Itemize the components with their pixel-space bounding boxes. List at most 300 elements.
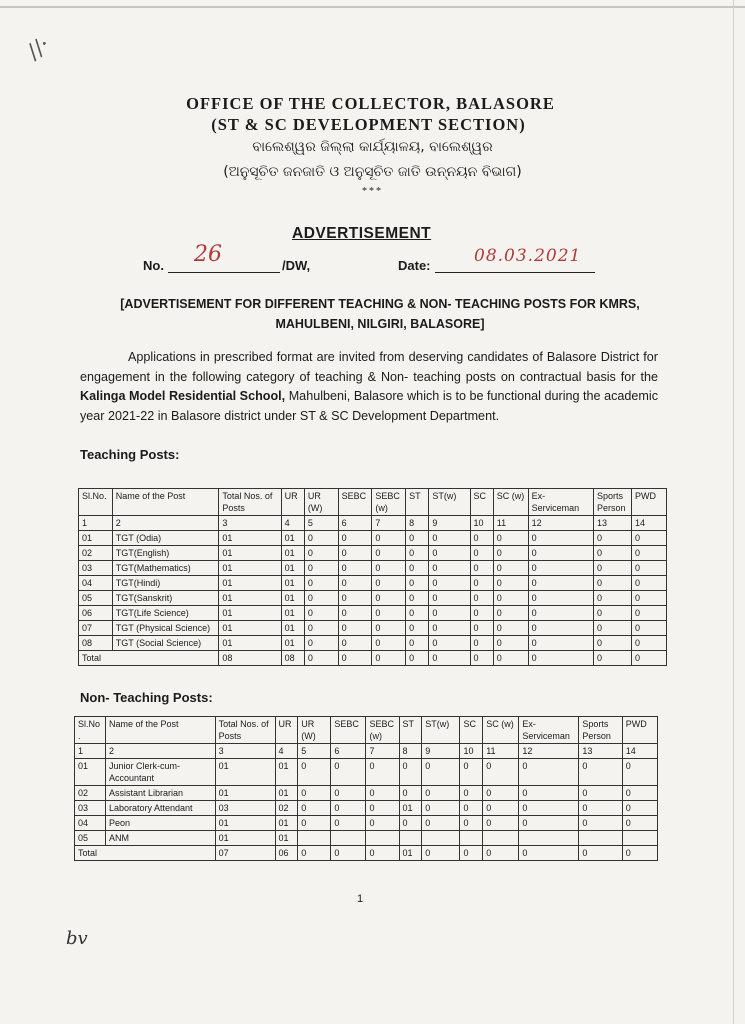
table-cell: 0 xyxy=(372,576,406,591)
table-cell: 0 xyxy=(594,651,632,666)
table-cell: Name of the Post xyxy=(112,489,219,516)
table-cell: 8 xyxy=(406,516,429,531)
table-cell: SC xyxy=(470,489,493,516)
table-cell: 0 xyxy=(338,651,372,666)
table-row xyxy=(79,561,667,576)
table-cell: 10 xyxy=(470,516,493,531)
table-row xyxy=(75,816,658,831)
table-cell: 0 xyxy=(406,531,429,546)
table-cell: 01 xyxy=(219,561,281,576)
table-numbering-row xyxy=(75,744,658,759)
table-cell: 0 xyxy=(622,816,657,831)
table-cell: 0 xyxy=(331,786,366,801)
table-cell: 0 xyxy=(632,651,667,666)
table-cell xyxy=(331,831,366,846)
table-cell: 0 xyxy=(460,801,483,816)
table-cell: Name of the Post xyxy=(106,717,216,744)
table-cell: PWD xyxy=(632,489,667,516)
table-cell: 8 xyxy=(399,744,422,759)
table-cell: 3 xyxy=(215,744,275,759)
table-cell: 0 xyxy=(304,621,338,636)
table-cell: Total xyxy=(75,846,216,861)
dw-label: /DW, xyxy=(282,258,311,273)
table-cell: 01 xyxy=(281,591,304,606)
table-cell: 0 xyxy=(493,546,528,561)
table-cell: 0 xyxy=(331,816,366,831)
table-cell: 0 xyxy=(528,636,593,651)
table-cell: 0 xyxy=(406,546,429,561)
table-cell: 0 xyxy=(406,636,429,651)
table-cell: 0 xyxy=(460,759,483,786)
table-cell: 0 xyxy=(594,561,632,576)
table-cell: 05 xyxy=(79,591,113,606)
table-cell: 0 xyxy=(483,786,519,801)
school-name: Kalinga Model Residential School, xyxy=(80,389,286,404)
table-cell: 11 xyxy=(493,516,528,531)
table-cell: TGT (Social Science) xyxy=(112,636,219,651)
table-row xyxy=(79,531,667,546)
table-cell: 01 xyxy=(219,621,281,636)
teaching-posts-heading: Teaching Posts: xyxy=(80,447,180,462)
table-cell: 0 xyxy=(483,759,519,786)
table-cell: 11 xyxy=(483,744,519,759)
table-cell: Total xyxy=(79,651,219,666)
handwritten-number: 26 xyxy=(194,242,222,267)
table-cell: 0 xyxy=(338,561,372,576)
table-cell: 0 xyxy=(372,591,406,606)
table-cell: 1 xyxy=(75,744,106,759)
table-cell: 0 xyxy=(372,531,406,546)
table-cell: 01 xyxy=(219,591,281,606)
table-cell xyxy=(622,831,657,846)
table-cell: 0 xyxy=(632,606,667,621)
table-row xyxy=(75,801,658,816)
table-cell: 0 xyxy=(366,846,399,861)
table-cell: 01 xyxy=(281,606,304,621)
table-cell: 0 xyxy=(470,546,493,561)
table-cell: 01 xyxy=(79,531,113,546)
table-cell: 01 xyxy=(281,576,304,591)
table-cell: TGT(Life Science) xyxy=(112,606,219,621)
table-cell: 01 xyxy=(215,816,275,831)
table-cell: 0 xyxy=(429,636,470,651)
table-row xyxy=(75,759,658,786)
table-cell: 14 xyxy=(632,516,667,531)
table-cell: 05 xyxy=(75,831,106,846)
table-cell: 0 xyxy=(372,636,406,651)
table-cell xyxy=(366,831,399,846)
table-cell: 12 xyxy=(519,744,579,759)
section-title: (ST & SC DEVELOPMENT SECTION) xyxy=(211,115,526,134)
table-cell: 7 xyxy=(372,516,406,531)
table-cell: 0 xyxy=(519,786,579,801)
table-cell: 0 xyxy=(528,546,593,561)
table-cell: 0 xyxy=(528,621,593,636)
table-cell: 03 xyxy=(75,801,106,816)
table-cell: 6 xyxy=(331,744,366,759)
table-cell: 0 xyxy=(594,621,632,636)
table-cell: 0 xyxy=(399,816,422,831)
table-cell: 01 xyxy=(219,576,281,591)
table-cell: 0 xyxy=(483,816,519,831)
advertisement-subheading: [ADVERTISEMENT FOR DIFFERENT TEACHING & NON- TEACHING POSTS FOR KMRS, MAHULBENI, NILGIRI, BALASORE] xyxy=(120,297,640,331)
table-cell: 06 xyxy=(79,606,113,621)
handwritten-date: 08.03.2021 xyxy=(474,246,582,266)
table-cell: 0 xyxy=(366,759,399,786)
table-cell: 0 xyxy=(422,801,460,816)
date-label: Date: xyxy=(398,258,431,273)
table-cell: TGT(Hindi) xyxy=(112,576,219,591)
table-cell: 6 xyxy=(338,516,372,531)
advertisement-body xyxy=(80,348,658,427)
table-header-row xyxy=(79,489,667,516)
table-cell: 0 xyxy=(429,621,470,636)
table-cell: ST xyxy=(399,717,422,744)
table-cell: 02 xyxy=(79,546,113,561)
table-cell: SEBC (w) xyxy=(372,489,406,516)
table-cell: 0 xyxy=(338,576,372,591)
table-cell: 0 xyxy=(632,561,667,576)
table-cell: 0 xyxy=(579,801,622,816)
table-cell: 4 xyxy=(281,516,304,531)
table-cell: 0 xyxy=(594,576,632,591)
table-cell xyxy=(579,831,622,846)
table-cell: Total Nos. of Posts xyxy=(219,489,281,516)
table-cell: 01 xyxy=(219,546,281,561)
table-cell: 06 xyxy=(275,846,298,861)
table-cell: 0 xyxy=(429,561,470,576)
table-cell: 13 xyxy=(594,516,632,531)
table-cell: 0 xyxy=(632,591,667,606)
table-cell: 0 xyxy=(406,591,429,606)
table-cell: 08 xyxy=(79,636,113,651)
table-cell: 0 xyxy=(422,759,460,786)
table-cell: 0 xyxy=(519,816,579,831)
table-cell: 07 xyxy=(215,846,275,861)
office-title-odia: ବାଲେଶ୍ୱର ଜିଲ୍ଲା କାର୍ଯ୍ୟାଳୟ, ବାଲେଶ୍ୱର xyxy=(252,139,493,155)
table-cell: 0 xyxy=(304,591,338,606)
table-cell: 07 xyxy=(79,621,113,636)
table-cell: 0 xyxy=(622,759,657,786)
table-cell: 0 xyxy=(470,621,493,636)
table-cell: 0 xyxy=(372,621,406,636)
page-number: 1 xyxy=(357,893,364,905)
non-teaching-posts-heading: Non- Teaching Posts: xyxy=(80,690,213,705)
table-cell: 08 xyxy=(281,651,304,666)
table-row xyxy=(79,576,667,591)
table-cell: 0 xyxy=(338,636,372,651)
table-cell: 0 xyxy=(429,546,470,561)
table-cell: 0 xyxy=(298,816,331,831)
table-cell: 12 xyxy=(528,516,593,531)
table-cell: 0 xyxy=(632,621,667,636)
table-cell: 0 xyxy=(594,546,632,561)
table-cell: 0 xyxy=(493,591,528,606)
table-cell: 0 xyxy=(331,801,366,816)
table-cell: 0 xyxy=(406,621,429,636)
scan-edge-line xyxy=(0,6,745,8)
table-cell: 0 xyxy=(338,591,372,606)
table-cell: 0 xyxy=(470,561,493,576)
table-cell: 0 xyxy=(470,576,493,591)
table-cell: 0 xyxy=(579,786,622,801)
table-cell: 0 xyxy=(493,636,528,651)
table-cell: 0 xyxy=(483,846,519,861)
body-text-part2: Mahulbeni, Balasore which is to be functional during the academic year 2021-22 in Balasore district under ST & SC Development Department. xyxy=(80,389,658,424)
table-cell: 01 xyxy=(219,606,281,621)
table-cell: 0 xyxy=(579,759,622,786)
table-cell: 0 xyxy=(528,561,593,576)
table-cell: 0 xyxy=(429,576,470,591)
table-cell: 03 xyxy=(79,561,113,576)
table-cell: 13 xyxy=(579,744,622,759)
table-cell: 0 xyxy=(470,591,493,606)
table-cell: 0 xyxy=(429,606,470,621)
table-cell: 0 xyxy=(304,651,338,666)
table-cell: 0 xyxy=(406,651,429,666)
table-cell: 0 xyxy=(298,846,331,861)
table-cell: ANM xyxy=(106,831,216,846)
table-cell: 01 xyxy=(281,561,304,576)
table-cell: 0 xyxy=(632,531,667,546)
table-row xyxy=(79,636,667,651)
table-cell: 0 xyxy=(304,606,338,621)
table-cell: 9 xyxy=(429,516,470,531)
table-cell: Sl.No. xyxy=(79,489,113,516)
table-cell: SEBC xyxy=(331,717,366,744)
advertisement-title: ADVERTISEMENT xyxy=(292,225,432,242)
table-cell: 01 xyxy=(75,759,106,786)
section-title-odia: (ଅନୁସୂଚିତ ଜନଜାତି ଓ ଅନୁସୂଚିତ ଜାତି ଉନ୍ନୟନ ବିଭାଗ) xyxy=(223,164,522,180)
table-cell: 7 xyxy=(366,744,399,759)
table-cell: 0 xyxy=(338,606,372,621)
table-cell: SEBC (w) xyxy=(366,717,399,744)
table-cell: UR (W) xyxy=(304,489,338,516)
table-cell: 0 xyxy=(422,786,460,801)
table-cell: 04 xyxy=(75,816,106,831)
table-cell: 0 xyxy=(519,801,579,816)
table-cell: 0 xyxy=(422,816,460,831)
table-cell: 0 xyxy=(470,606,493,621)
table-cell: Assistant Librarian xyxy=(106,786,216,801)
table-cell: Peon xyxy=(106,816,216,831)
table-cell: 5 xyxy=(298,744,331,759)
table-cell: 01 xyxy=(281,546,304,561)
table-cell: 0 xyxy=(366,786,399,801)
table-cell: 08 xyxy=(219,651,281,666)
table-cell: 2 xyxy=(112,516,219,531)
table-cell: 0 xyxy=(632,576,667,591)
table-numbering-row xyxy=(79,516,667,531)
date-underline xyxy=(435,272,595,273)
table-cell: SC (w) xyxy=(483,717,519,744)
table-cell: 0 xyxy=(622,786,657,801)
table-cell: 0 xyxy=(298,759,331,786)
table-cell: 0 xyxy=(519,759,579,786)
table-cell: 01 xyxy=(281,621,304,636)
table-cell: 0 xyxy=(632,636,667,651)
table-cell: 0 xyxy=(632,546,667,561)
table-cell: 01 xyxy=(275,786,298,801)
table-cell: 0 xyxy=(470,651,493,666)
table-cell: 0 xyxy=(366,801,399,816)
table-cell: 01 xyxy=(281,531,304,546)
table-cell: 0 xyxy=(304,576,338,591)
table-cell: 0 xyxy=(493,561,528,576)
table-cell: 04 xyxy=(79,576,113,591)
table-cell: 0 xyxy=(483,801,519,816)
table-cell: TGT(Sanskrit) xyxy=(112,591,219,606)
table-cell: 5 xyxy=(304,516,338,531)
table-cell: 0 xyxy=(304,546,338,561)
table-cell: 0 xyxy=(528,576,593,591)
table-cell: 0 xyxy=(429,651,470,666)
table-cell: 0 xyxy=(460,816,483,831)
table-cell: 03 xyxy=(215,801,275,816)
table-cell: 0 xyxy=(528,651,593,666)
table-cell: 0 xyxy=(594,531,632,546)
table-cell: 01 xyxy=(219,531,281,546)
table-row xyxy=(75,786,658,801)
table-cell: 0 xyxy=(460,846,483,861)
table-cell: 0 xyxy=(366,816,399,831)
table-cell: 3 xyxy=(219,516,281,531)
table-cell: 0 xyxy=(298,786,331,801)
number-underline xyxy=(168,272,280,273)
table-cell: 01 xyxy=(399,846,422,861)
table-cell: SEBC xyxy=(338,489,372,516)
table-row xyxy=(79,546,667,561)
table-cell: 0 xyxy=(622,846,657,861)
table-cell: 0 xyxy=(372,606,406,621)
table-cell: TGT (Physical Science) xyxy=(112,621,219,636)
table-cell xyxy=(422,831,460,846)
table-cell xyxy=(519,831,579,846)
table-header-row xyxy=(75,717,658,744)
table-cell: ST xyxy=(406,489,429,516)
table-cell: 0 xyxy=(493,531,528,546)
table-cell: 01 xyxy=(275,831,298,846)
table-cell: Junior Clerk-cum-Accountant xyxy=(106,759,216,786)
table-cell: 14 xyxy=(622,744,657,759)
table-cell: 0 xyxy=(406,561,429,576)
table-cell xyxy=(483,831,519,846)
table-cell: TGT (Odia) xyxy=(112,531,219,546)
table-cell: 4 xyxy=(275,744,298,759)
table-cell: 0 xyxy=(470,636,493,651)
table-cell: 0 xyxy=(579,816,622,831)
table-cell: Sl.No . xyxy=(75,717,106,744)
table-cell xyxy=(399,831,422,846)
table-cell: SC (w) xyxy=(493,489,528,516)
table-cell: 0 xyxy=(528,531,593,546)
table-cell: Sports Person xyxy=(579,717,622,744)
table-cell: ST(w) xyxy=(429,489,470,516)
body-text-part1: Applications in prescribed format are invited from deserving candidates of Balasore District for engagement in the following category of teaching & Non- teaching posts on contractual basis for the xyxy=(80,350,658,384)
table-cell: 0 xyxy=(338,621,372,636)
table-cell: 01 xyxy=(399,801,422,816)
table-cell: UR xyxy=(281,489,304,516)
office-title: OFFICE OF THE COLLECTOR, BALASORE xyxy=(186,94,555,113)
table-cell: 0 xyxy=(493,606,528,621)
table-total-row xyxy=(79,651,667,666)
table-cell: TGT(Mathematics) xyxy=(112,561,219,576)
table-cell: 0 xyxy=(493,651,528,666)
non-teaching-posts-table xyxy=(74,716,658,861)
table-cell: 01 xyxy=(215,786,275,801)
table-cell: ST(w) xyxy=(422,717,460,744)
table-cell: 0 xyxy=(429,591,470,606)
table-cell: 01 xyxy=(275,759,298,786)
table-cell: TGT(English) xyxy=(112,546,219,561)
table-cell: Laboratory Attendant xyxy=(106,801,216,816)
table-total-row xyxy=(75,846,658,861)
table-row xyxy=(79,606,667,621)
table-cell: 0 xyxy=(594,606,632,621)
table-cell: PWD xyxy=(622,717,657,744)
handwritten-initials: bv xyxy=(66,928,88,949)
table-cell: 02 xyxy=(75,786,106,801)
handwritten-tick-mark: //· xyxy=(22,32,56,65)
table-cell: 0 xyxy=(372,546,406,561)
table-cell: 1 xyxy=(79,516,113,531)
table-cell: 0 xyxy=(304,636,338,651)
table-cell: 0 xyxy=(622,801,657,816)
table-cell: 0 xyxy=(331,846,366,861)
table-cell xyxy=(460,831,483,846)
table-cell: 9 xyxy=(422,744,460,759)
table-cell: 01 xyxy=(215,759,275,786)
table-cell: 0 xyxy=(460,786,483,801)
table-cell: 0 xyxy=(528,591,593,606)
table-cell: 0 xyxy=(594,591,632,606)
table-cell: 01 xyxy=(275,816,298,831)
table-cell: 0 xyxy=(406,606,429,621)
table-cell: 01 xyxy=(219,636,281,651)
table-row xyxy=(79,621,667,636)
table-cell: 01 xyxy=(281,636,304,651)
table-cell: 0 xyxy=(304,561,338,576)
table-cell: Ex-Serviceman xyxy=(528,489,593,516)
table-cell: UR (W) xyxy=(298,717,331,744)
table-cell: Sports Person xyxy=(594,489,632,516)
table-cell: 0 xyxy=(338,531,372,546)
table-cell: 2 xyxy=(106,744,216,759)
table-cell: 0 xyxy=(429,531,470,546)
table-cell: 0 xyxy=(372,651,406,666)
table-cell xyxy=(298,831,331,846)
table-cell: 0 xyxy=(528,606,593,621)
separator-stars: *** xyxy=(362,186,383,197)
table-cell: 0 xyxy=(493,621,528,636)
table-cell: Total Nos. of Posts xyxy=(215,717,275,744)
table-row xyxy=(79,591,667,606)
table-cell: 0 xyxy=(399,759,422,786)
table-cell: UR xyxy=(275,717,298,744)
table-cell: 0 xyxy=(594,636,632,651)
table-cell: Ex-Serviceman xyxy=(519,717,579,744)
table-cell: SC xyxy=(460,717,483,744)
table-cell: 0 xyxy=(338,546,372,561)
table-cell: 0 xyxy=(304,531,338,546)
table-cell: 0 xyxy=(331,759,366,786)
table-cell: 0 xyxy=(422,846,460,861)
teaching-posts-table xyxy=(78,488,667,666)
table-cell: 0 xyxy=(372,561,406,576)
table-cell: 0 xyxy=(579,846,622,861)
table-cell: 10 xyxy=(460,744,483,759)
table-cell: 0 xyxy=(493,576,528,591)
